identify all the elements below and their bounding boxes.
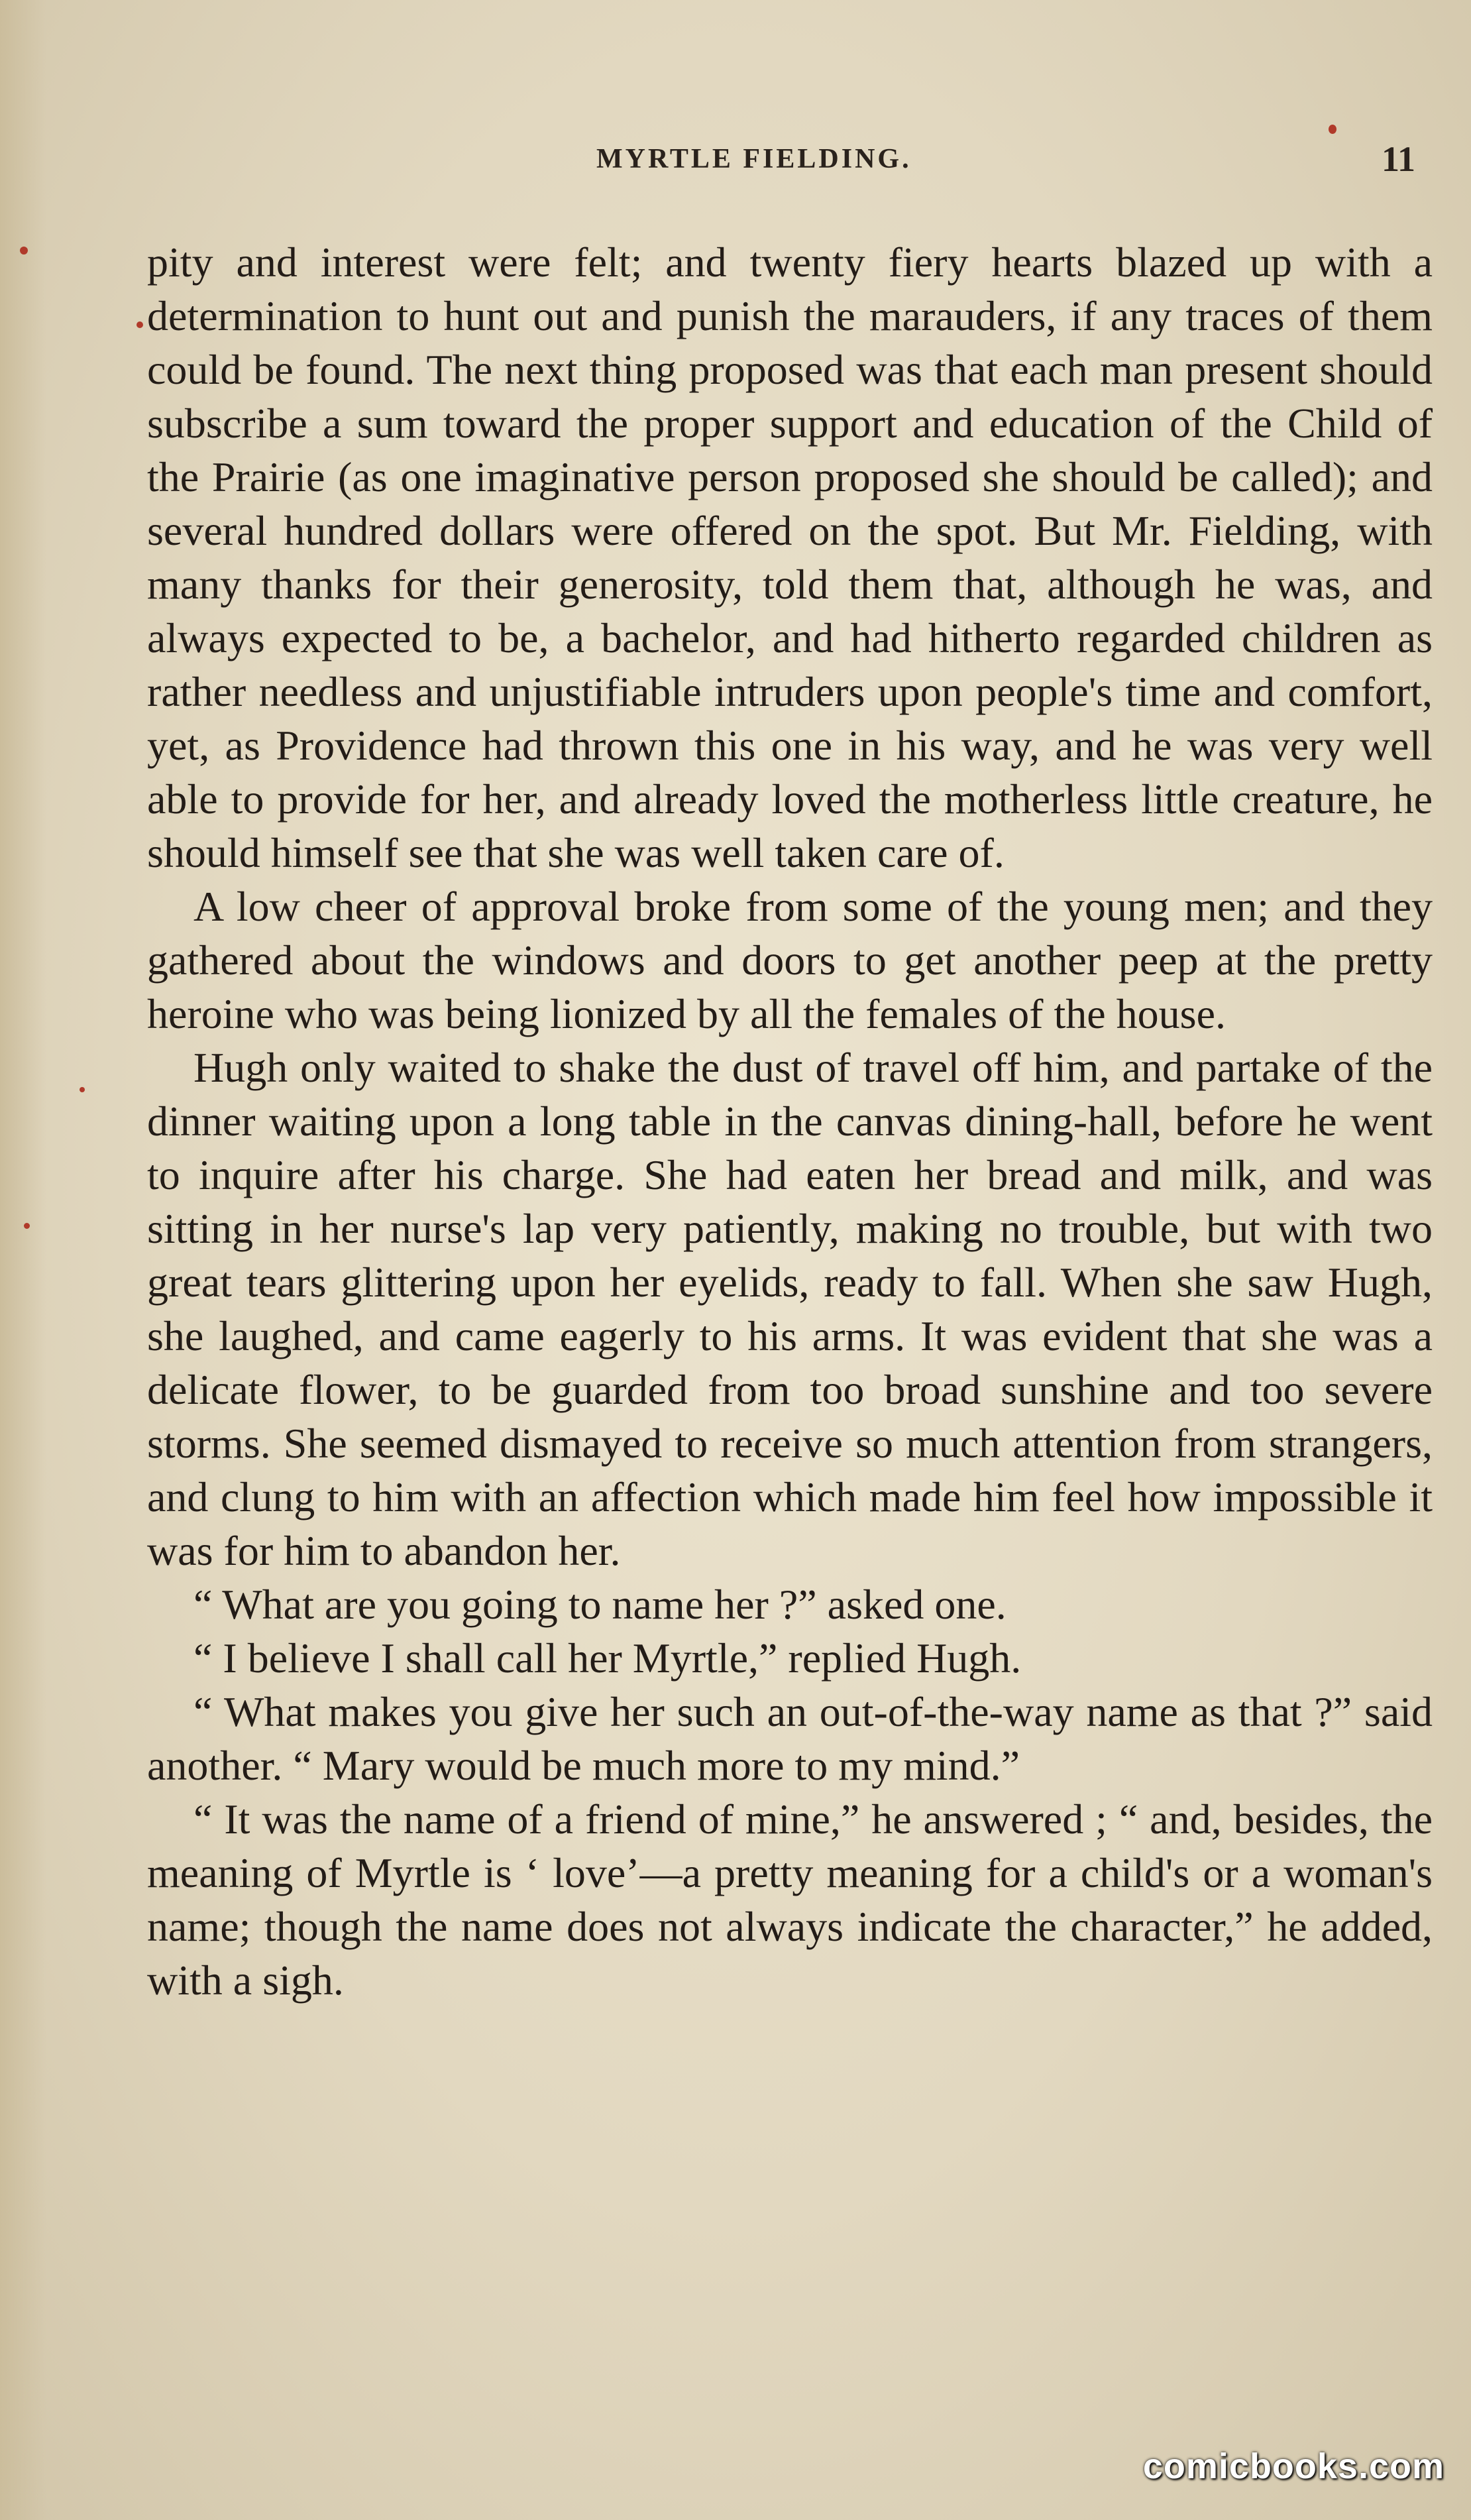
speck bbox=[136, 321, 143, 328]
paragraph-7: “ It was the name of a friend of mine,” he answered ; “ and, besides, the meaning of Myrtle is ‘ love’—a pretty meaning for a child's or a woman's name; though the name does not always indicate the character,” he added, with a sigh. bbox=[147, 1796, 1433, 2004]
page-number: 11 bbox=[1382, 139, 1416, 179]
paragraph-3: Hugh only waited to shake the dust of travel off him, and partake of the dinner waiting upon a long table in the canvas dining-hall, before he went to inquire after his charge. She had eaten her bread and milk, and was sitting in her nurse's lap very patiently, making no trouble, but with two great tears glittering upon her eyelids, ready to fall. When she saw Hugh, she laughed, and came eagerly to his arms. It was evident that she was a delicate flower, to be guarded from too broad sunshine and too severe storms. She seemed dismayed to receive so much attention from strangers, and clung to him with an affection which made him feel how impossible it was for him to abandon her. bbox=[147, 1044, 1433, 1574]
paragraph-4: “ What are you going to name her ?” asked one. bbox=[193, 1581, 1007, 1628]
paragraph-1: pity and interest were felt; and twenty fiery hearts blazed up with a determination to hunt out and punish the marauders, if any traces of them could be found. The next thing proposed was that each man present should subscribe a sum toward the proper support and education of the Child of the Prairie (as one imaginative person proposed she should be called); and several hundred dollars were offered on the spot. But Mr. Fielding, with many thanks for their generosity, told them that, although he was, and always expected to be, a bachelor, and had hitherto regarded children as rather needless and unjustifiable intruders upon people's time and comfort, yet, as Providence had thrown this one in his way, and he was very well able to provide for her, and already loved the motherless little creature, he should himself see that she was well taken care of. bbox=[147, 239, 1433, 876]
page-header bbox=[0, 133, 1471, 186]
paragraph-2: A low cheer of approval broke from some of the young men; and they gathered about the windows and doors to get another peep at the pretty heroine who was being lionized by all the females of the house. bbox=[147, 883, 1433, 1037]
speck bbox=[1329, 125, 1336, 134]
speck bbox=[20, 247, 28, 255]
body-text bbox=[147, 235, 1433, 2007]
speck bbox=[80, 1087, 85, 1092]
speck bbox=[24, 1223, 30, 1229]
paragraph-6: “ What makes you give her such an out-of-the-way name as that ?” said another. “ Mary would be much more to my mind.” bbox=[147, 1688, 1433, 1789]
watermark-logo: comicbooks.com bbox=[1142, 2446, 1444, 2486]
page-gutter-shadow bbox=[0, 0, 46, 2520]
running-title: MYRTLE FIELDING. bbox=[596, 144, 912, 174]
paragraph-5: “ I believe I shall call her Myrtle,” replied Hugh. bbox=[193, 1634, 1022, 1682]
